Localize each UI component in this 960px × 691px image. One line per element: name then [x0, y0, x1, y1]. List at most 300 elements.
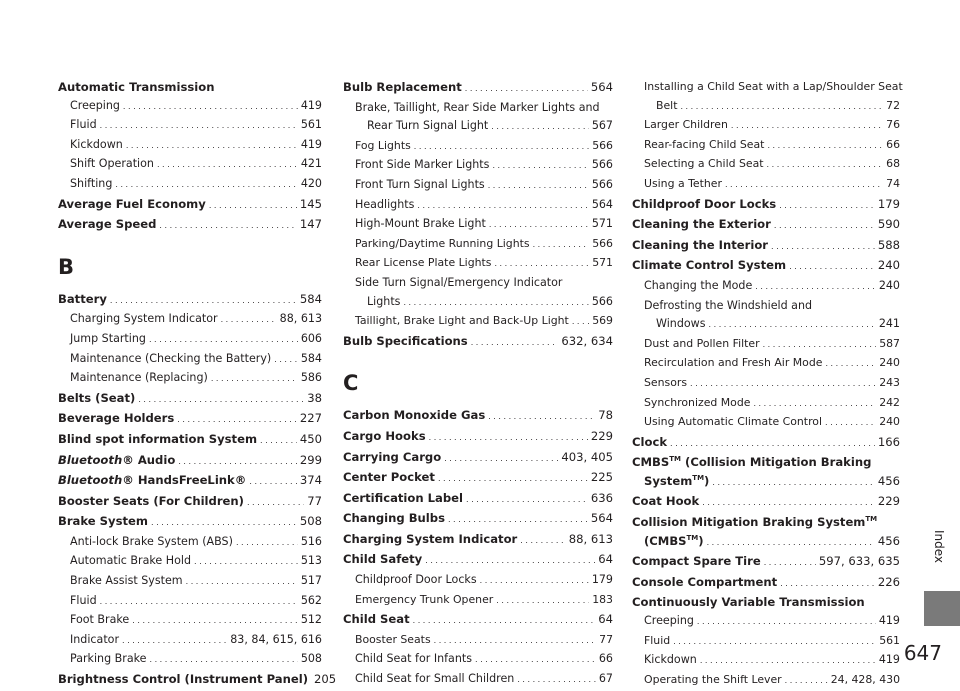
index-subentry[interactable] [343, 117, 613, 137]
index-entry [632, 453, 900, 472]
index-subentry[interactable] [343, 156, 613, 176]
entry-title: Jump Starting [70, 331, 146, 345]
leader-dots [491, 117, 589, 137]
page-reference[interactable]: 229 [877, 494, 900, 509]
page-reference[interactable]: 88, 613 [279, 312, 322, 326]
entry-title: Brake System [58, 514, 148, 529]
leader-dots [115, 175, 297, 195]
index-entry[interactable] [58, 492, 322, 513]
entry-title: Fluid [644, 633, 671, 647]
index-entry[interactable] [632, 552, 900, 573]
leader-dots [211, 369, 298, 389]
entry-title: System™) [644, 473, 710, 488]
entry-title: Fluid [70, 118, 97, 132]
page-reference[interactable]: 24, 428, 430 [830, 672, 900, 686]
page-reference[interactable]: 564 [590, 80, 613, 94]
index-subentry [632, 78, 903, 97]
leader-dots [697, 612, 876, 632]
page-reference[interactable]: 571 [592, 256, 613, 270]
index-entry[interactable] [343, 509, 613, 530]
page-reference[interactable]: 566 [592, 138, 613, 152]
page-reference[interactable]: 225 [590, 470, 613, 485]
page-reference[interactable]: 403, 405 [561, 449, 613, 464]
index-subentry[interactable] [58, 369, 322, 389]
page-reference[interactable]: 566 [592, 236, 613, 250]
index-entry[interactable] [632, 215, 900, 236]
entry-title: Kickdown [644, 653, 697, 667]
leader-dots [780, 573, 875, 594]
leader-dots [779, 195, 875, 216]
index-subentry[interactable] [343, 312, 613, 332]
entry-title: Parking Brake [70, 652, 147, 666]
index-entry[interactable] [632, 256, 900, 277]
index-entry[interactable] [58, 512, 322, 533]
page-reference[interactable]: 516 [300, 534, 322, 548]
entry-title: Console Compartment [632, 574, 778, 589]
leader-dots [825, 413, 876, 433]
index-entry [58, 78, 322, 97]
index-entry[interactable] [343, 530, 613, 551]
page-reference[interactable]: 145 [299, 196, 322, 211]
entry-title: Center Pocket [343, 470, 435, 485]
letter-heading: C [343, 371, 359, 396]
page-reference[interactable]: 561 [879, 633, 900, 647]
index-subentry[interactable] [343, 670, 613, 690]
index-subentry[interactable] [343, 176, 613, 196]
index-entry[interactable] [58, 451, 322, 472]
index-tab-label[interactable]: Index [932, 530, 946, 564]
entry-title: Shift Operation [70, 157, 154, 171]
entry-title: Average Fuel Economy [58, 196, 206, 211]
entry-title: Automatic Brake Hold [70, 554, 192, 568]
entry-title: Using a Tether [644, 176, 722, 190]
entry-title: Beverage Holders [58, 411, 175, 426]
index-entry[interactable] [58, 195, 322, 216]
page-reference[interactable]: 240 [879, 415, 900, 429]
page-reference[interactable]: 420 [300, 176, 322, 190]
index-subentry[interactable] [58, 611, 322, 631]
page-reference[interactable]: 74 [886, 176, 900, 190]
index-subentry[interactable] [632, 155, 900, 175]
page-reference[interactable]: 566 [591, 158, 613, 172]
entry-title: High-Mount Brake Light [355, 217, 486, 231]
entry-title: Childproof Door Locks [632, 196, 777, 211]
index-entry[interactable] [343, 448, 613, 469]
index-subentry[interactable] [343, 591, 613, 611]
page-reference[interactable]: 512 [300, 613, 322, 627]
entry-title: Bluetooth® Audio [58, 452, 176, 467]
entry-title: Taillight, Brake Light and Back-Up Light [355, 314, 569, 328]
leader-dots [520, 530, 565, 551]
entry-title: Rear-facing Child Seat [644, 137, 765, 151]
index-subentry[interactable] [632, 612, 900, 632]
index-subentry[interactable] [632, 651, 900, 671]
page-reference[interactable]: 586 [300, 371, 322, 385]
page-reference[interactable]: 567 [591, 119, 613, 133]
leader-dots [825, 354, 876, 374]
leader-dots [488, 176, 589, 196]
index-subentry[interactable] [632, 394, 900, 414]
leader-dots [123, 97, 298, 117]
entry-title: Child Safety [343, 552, 423, 567]
page-reference[interactable]: 38 [307, 390, 322, 405]
entry-title: Climate Control System [632, 258, 787, 273]
entry-title: Blind spot information System [58, 431, 258, 446]
leader-dots [496, 591, 589, 611]
entry-title: Carbon Monoxide Gas [343, 408, 486, 423]
leader-dots [533, 235, 590, 255]
index-subentry[interactable] [343, 215, 613, 235]
leader-dots [767, 136, 883, 156]
page-reference[interactable]: 597, 633, 635 [818, 554, 900, 569]
index-entry[interactable] [343, 610, 613, 631]
letter-heading: B [58, 254, 75, 279]
index-subentry [343, 274, 613, 293]
index-subentry[interactable] [58, 592, 322, 612]
leader-dots [438, 468, 588, 489]
leader-dots [177, 409, 297, 430]
entry-title: Parking/Daytime Running Lights [355, 236, 530, 250]
page-reference[interactable]: 241 [878, 317, 900, 331]
leader-dots [670, 433, 875, 454]
leader-dots [448, 509, 588, 530]
index-subentry[interactable] [632, 97, 900, 117]
leader-dots [702, 492, 875, 513]
index-subentry[interactable] [58, 97, 322, 117]
page-reference[interactable]: 636 [590, 490, 613, 505]
entry-title: Fluid [70, 593, 97, 607]
leader-dots [753, 394, 876, 414]
entry-title: Coat Hook [632, 494, 700, 509]
leader-dots [157, 155, 298, 175]
index-entry[interactable] [632, 492, 900, 513]
index-subentry[interactable] [58, 330, 322, 350]
leader-dots [785, 671, 828, 691]
entry-title: Belt [656, 98, 678, 112]
index-entry[interactable] [632, 236, 900, 257]
leader-dots [403, 293, 588, 313]
entry-title: Rear Turn Signal Light [367, 119, 489, 133]
leader-dots [221, 310, 277, 330]
page-reference[interactable]: 179 [591, 573, 613, 587]
leader-dots [712, 472, 875, 493]
index-subentry[interactable] [343, 571, 613, 591]
leader-dots [690, 374, 876, 394]
index-entry[interactable] [632, 573, 900, 594]
page-reference[interactable]: 77 [307, 493, 322, 508]
leader-dots [755, 277, 876, 297]
page-reference[interactable]: 76 [886, 118, 900, 132]
index-subentry[interactable] [58, 631, 322, 651]
index-entry[interactable] [58, 430, 322, 451]
page-reference[interactable]: 587 [879, 336, 900, 350]
index-subentry [632, 297, 900, 316]
entry-title: Creeping [644, 614, 694, 628]
leader-dots [789, 256, 875, 277]
leader-dots [492, 156, 588, 176]
index-entry[interactable] [632, 472, 900, 493]
page-reference[interactable]: 66 [598, 652, 613, 666]
leader-dots [488, 406, 595, 427]
page-reference[interactable]: 179 [877, 196, 900, 211]
index-entry[interactable] [343, 550, 613, 571]
index-subentry[interactable] [632, 413, 900, 433]
leader-dots [771, 236, 875, 257]
entry-title: Average Speed [58, 217, 157, 232]
entry-title: CMBS™ (Collision Mitigation Braking [632, 455, 872, 470]
page-reference[interactable]: 606 [300, 331, 322, 345]
leader-dots [249, 471, 297, 492]
page-reference[interactable]: 226 [877, 574, 900, 589]
index-entry[interactable] [58, 471, 322, 492]
page-reference[interactable]: 166 [877, 434, 900, 449]
index-subentry[interactable] [58, 572, 322, 592]
index-entry[interactable] [343, 489, 613, 510]
entry-title: Collision Mitigation Braking System™ [632, 515, 878, 530]
entry-title: Lights [367, 294, 401, 308]
entry-title: Charging System Indicator [343, 531, 518, 546]
leader-dots [471, 332, 559, 353]
index-subentry [343, 99, 613, 118]
entry-title: Automatic Transmission [58, 80, 215, 94]
index-entry[interactable] [343, 332, 613, 353]
page-reference[interactable]: 517 [300, 574, 322, 588]
entry-title: Child Seat for Small Children [355, 672, 515, 686]
leader-dots [725, 175, 883, 195]
entry-title: Indicator [70, 632, 120, 646]
page-reference[interactable]: 240 [878, 278, 900, 292]
leader-dots [413, 610, 596, 631]
page-reference[interactable]: 571 [591, 217, 613, 231]
page-reference[interactable]: 569 [592, 314, 613, 328]
page-reference[interactable]: 561 [300, 118, 322, 132]
page-reference[interactable]: 183 [592, 592, 613, 606]
page-reference[interactable]: 242 [879, 395, 900, 409]
index-subentry[interactable] [58, 650, 322, 670]
index-subentry[interactable] [343, 631, 613, 651]
entry-title: Operating the Shift Lever [644, 672, 782, 686]
page-reference[interactable]: 564 [590, 511, 613, 526]
index-subentry[interactable] [343, 254, 613, 274]
entry-title: Changing the Mode [644, 278, 753, 292]
index-subentry[interactable] [632, 335, 900, 355]
entry-title: Sensors [644, 375, 688, 389]
entry-title: Creeping [70, 98, 120, 112]
index-column-1 [58, 78, 337, 691]
entry-title: Side Turn Signal/Emergency Indicator [355, 275, 563, 289]
leader-dots [149, 650, 297, 670]
page-reference[interactable]: 229 [590, 428, 613, 443]
page-reference[interactable]: 374 [299, 473, 322, 488]
page-reference[interactable]: 566 [591, 177, 613, 191]
index-entry[interactable] [58, 290, 322, 311]
index-subentry[interactable] [343, 196, 613, 216]
entry-title: Bluetooth® HandsFreeLink® [58, 473, 247, 488]
index-subentry[interactable] [632, 354, 900, 374]
page-reference[interactable]: 66 [886, 137, 900, 151]
page-reference[interactable]: 243 [879, 375, 900, 389]
page-reference[interactable]: 584 [299, 291, 322, 306]
leader-dots [194, 552, 298, 572]
leader-dots [763, 335, 877, 355]
leader-dots [673, 632, 876, 652]
page-reference[interactable]: 508 [299, 514, 322, 529]
entry-title: Certification Label [343, 490, 464, 505]
entry-title: Changing Bulbs [343, 511, 445, 526]
page-reference[interactable]: 88, 613 [568, 531, 613, 546]
leader-dots [707, 532, 875, 553]
page-reference[interactable]: 68 [886, 157, 900, 171]
page-reference[interactable]: 147 [299, 217, 322, 232]
page-reference[interactable]: 64 [598, 552, 613, 567]
index-subentry[interactable] [632, 315, 900, 335]
index-subentry[interactable] [632, 136, 900, 156]
leader-dots [767, 155, 884, 175]
page-reference[interactable]: 64 [598, 612, 613, 627]
leader-dots [429, 427, 588, 448]
page-reference[interactable]: 419 [300, 137, 322, 151]
entry-title: Brake Assist System [70, 574, 183, 588]
entry-title: Synchronized Mode [644, 395, 751, 409]
page-reference[interactable]: 632, 634 [561, 333, 613, 348]
page-reference[interactable]: 419 [878, 614, 900, 628]
index-entry[interactable] [343, 78, 613, 99]
index-subentry[interactable] [343, 137, 613, 157]
leader-dots [444, 448, 558, 469]
page-reference[interactable]: 564 [591, 197, 613, 211]
leader-dots [209, 195, 297, 216]
index-entry[interactable] [343, 427, 613, 448]
entry-title: Maintenance (Checking the Battery) [70, 351, 272, 365]
page-reference[interactable]: 83, 84, 615, 616 [230, 632, 322, 646]
entry-title: Emergency Trunk Opener [355, 592, 494, 606]
leader-dots [425, 550, 595, 571]
page-reference[interactable]: 588 [877, 237, 900, 252]
leader-dots [274, 350, 298, 370]
page-reference[interactable]: 562 [300, 593, 322, 607]
entry-title: Child Seat [343, 612, 410, 627]
index-subentry[interactable] [632, 277, 900, 297]
leader-dots [260, 430, 297, 451]
page-reference[interactable]: 513 [300, 554, 322, 568]
index-entry[interactable] [58, 670, 337, 691]
entry-title: Using Automatic Climate Control [644, 415, 822, 429]
entry-title: Fog Lights [355, 138, 411, 152]
leader-dots [126, 136, 298, 156]
index-subentry[interactable] [58, 552, 322, 572]
page-reference[interactable]: 240 [877, 258, 900, 273]
index-subentry[interactable] [58, 116, 322, 136]
entry-title: Bulb Specifications [343, 333, 468, 348]
entry-title: Kickdown [70, 137, 123, 151]
entry-title: (CMBS™) [644, 533, 704, 548]
entry-title: Bulb Replacement [343, 80, 462, 94]
index-subentry[interactable] [58, 533, 322, 553]
page-reference[interactable]: 421 [300, 157, 322, 171]
page-reference[interactable]: 72 [886, 98, 900, 112]
index-entry[interactable] [632, 532, 900, 553]
page-reference[interactable]: 450 [299, 431, 322, 446]
index-subentry[interactable] [632, 671, 900, 691]
index-subentry[interactable] [58, 175, 322, 195]
page-reference[interactable]: 590 [877, 217, 900, 232]
leader-dots [417, 196, 588, 216]
entry-title: Brake, Taillight, Rear Side Marker Lights and [355, 100, 600, 114]
leader-dots [480, 571, 589, 591]
index-entry[interactable] [343, 468, 613, 489]
index-entry[interactable] [58, 215, 322, 236]
index-subentry[interactable] [343, 293, 613, 313]
page-number: 647 [903, 641, 942, 665]
leader-dots [236, 533, 298, 553]
entry-title: Cleaning the Exterior [632, 217, 771, 232]
index-subentry[interactable] [343, 235, 613, 255]
entry-title: Brightness Control (Instrument Panel) [58, 672, 308, 687]
leader-dots [122, 631, 227, 651]
page-reference[interactable]: 419 [878, 653, 900, 667]
entry-title: Rear License Plate Lights [355, 256, 492, 270]
page-reference[interactable]: 299 [299, 452, 322, 467]
index-subentry[interactable] [632, 175, 900, 195]
leader-dots [494, 254, 589, 274]
index-entry[interactable] [632, 195, 900, 216]
page-reference[interactable]: 67 [598, 672, 613, 686]
index-subentry[interactable] [58, 310, 322, 330]
index-entry [632, 513, 900, 532]
page-reference[interactable]: 78 [598, 408, 613, 423]
leader-dots [709, 315, 876, 335]
index-subentry[interactable] [632, 632, 900, 652]
page-reference[interactable]: 240 [879, 356, 900, 370]
index-entry[interactable] [343, 406, 613, 427]
page-reference[interactable]: 566 [591, 294, 613, 308]
page-reference[interactable]: 508 [300, 652, 322, 666]
leader-dots [517, 670, 596, 690]
page-reference[interactable]: 584 [300, 351, 322, 365]
entry-title: Child Seat for Infants [355, 652, 472, 666]
index-column-2 [343, 78, 613, 690]
index-subentry[interactable] [58, 155, 322, 175]
entry-title: Clock [632, 434, 668, 449]
entry-title: Defrosting the Windshield and [644, 298, 813, 312]
leader-dots [132, 611, 298, 631]
leader-dots [475, 650, 596, 670]
page-reference[interactable]: 456 [877, 533, 900, 548]
entry-title: Foot Brake [70, 613, 130, 627]
index-subentry[interactable] [632, 374, 900, 394]
index-entry[interactable] [58, 389, 322, 410]
index-subentry[interactable] [58, 136, 322, 156]
page-reference[interactable]: 227 [299, 411, 322, 426]
page-reference[interactable]: 77 [599, 632, 613, 646]
index-entry[interactable] [58, 409, 322, 430]
leader-dots [489, 215, 589, 235]
entry-title: Continuously Variable Transmission [632, 595, 865, 610]
entry-title: Booster Seats [355, 632, 431, 646]
page-reference[interactable]: 205 [314, 672, 337, 687]
leader-dots [151, 512, 297, 533]
entry-title: Installing a Child Seat with a Lap/Shoulder Seat [644, 80, 903, 93]
page-reference[interactable]: 456 [877, 473, 900, 488]
index-entry[interactable] [632, 433, 900, 454]
leader-dots [764, 552, 816, 573]
entry-title: Selecting a Child Seat [644, 157, 764, 171]
page-reference[interactable]: 419 [300, 98, 322, 112]
index-subentry[interactable] [58, 350, 322, 370]
leader-dots [465, 78, 588, 99]
index-subentry[interactable] [343, 650, 613, 670]
index-subentry[interactable] [632, 116, 900, 136]
